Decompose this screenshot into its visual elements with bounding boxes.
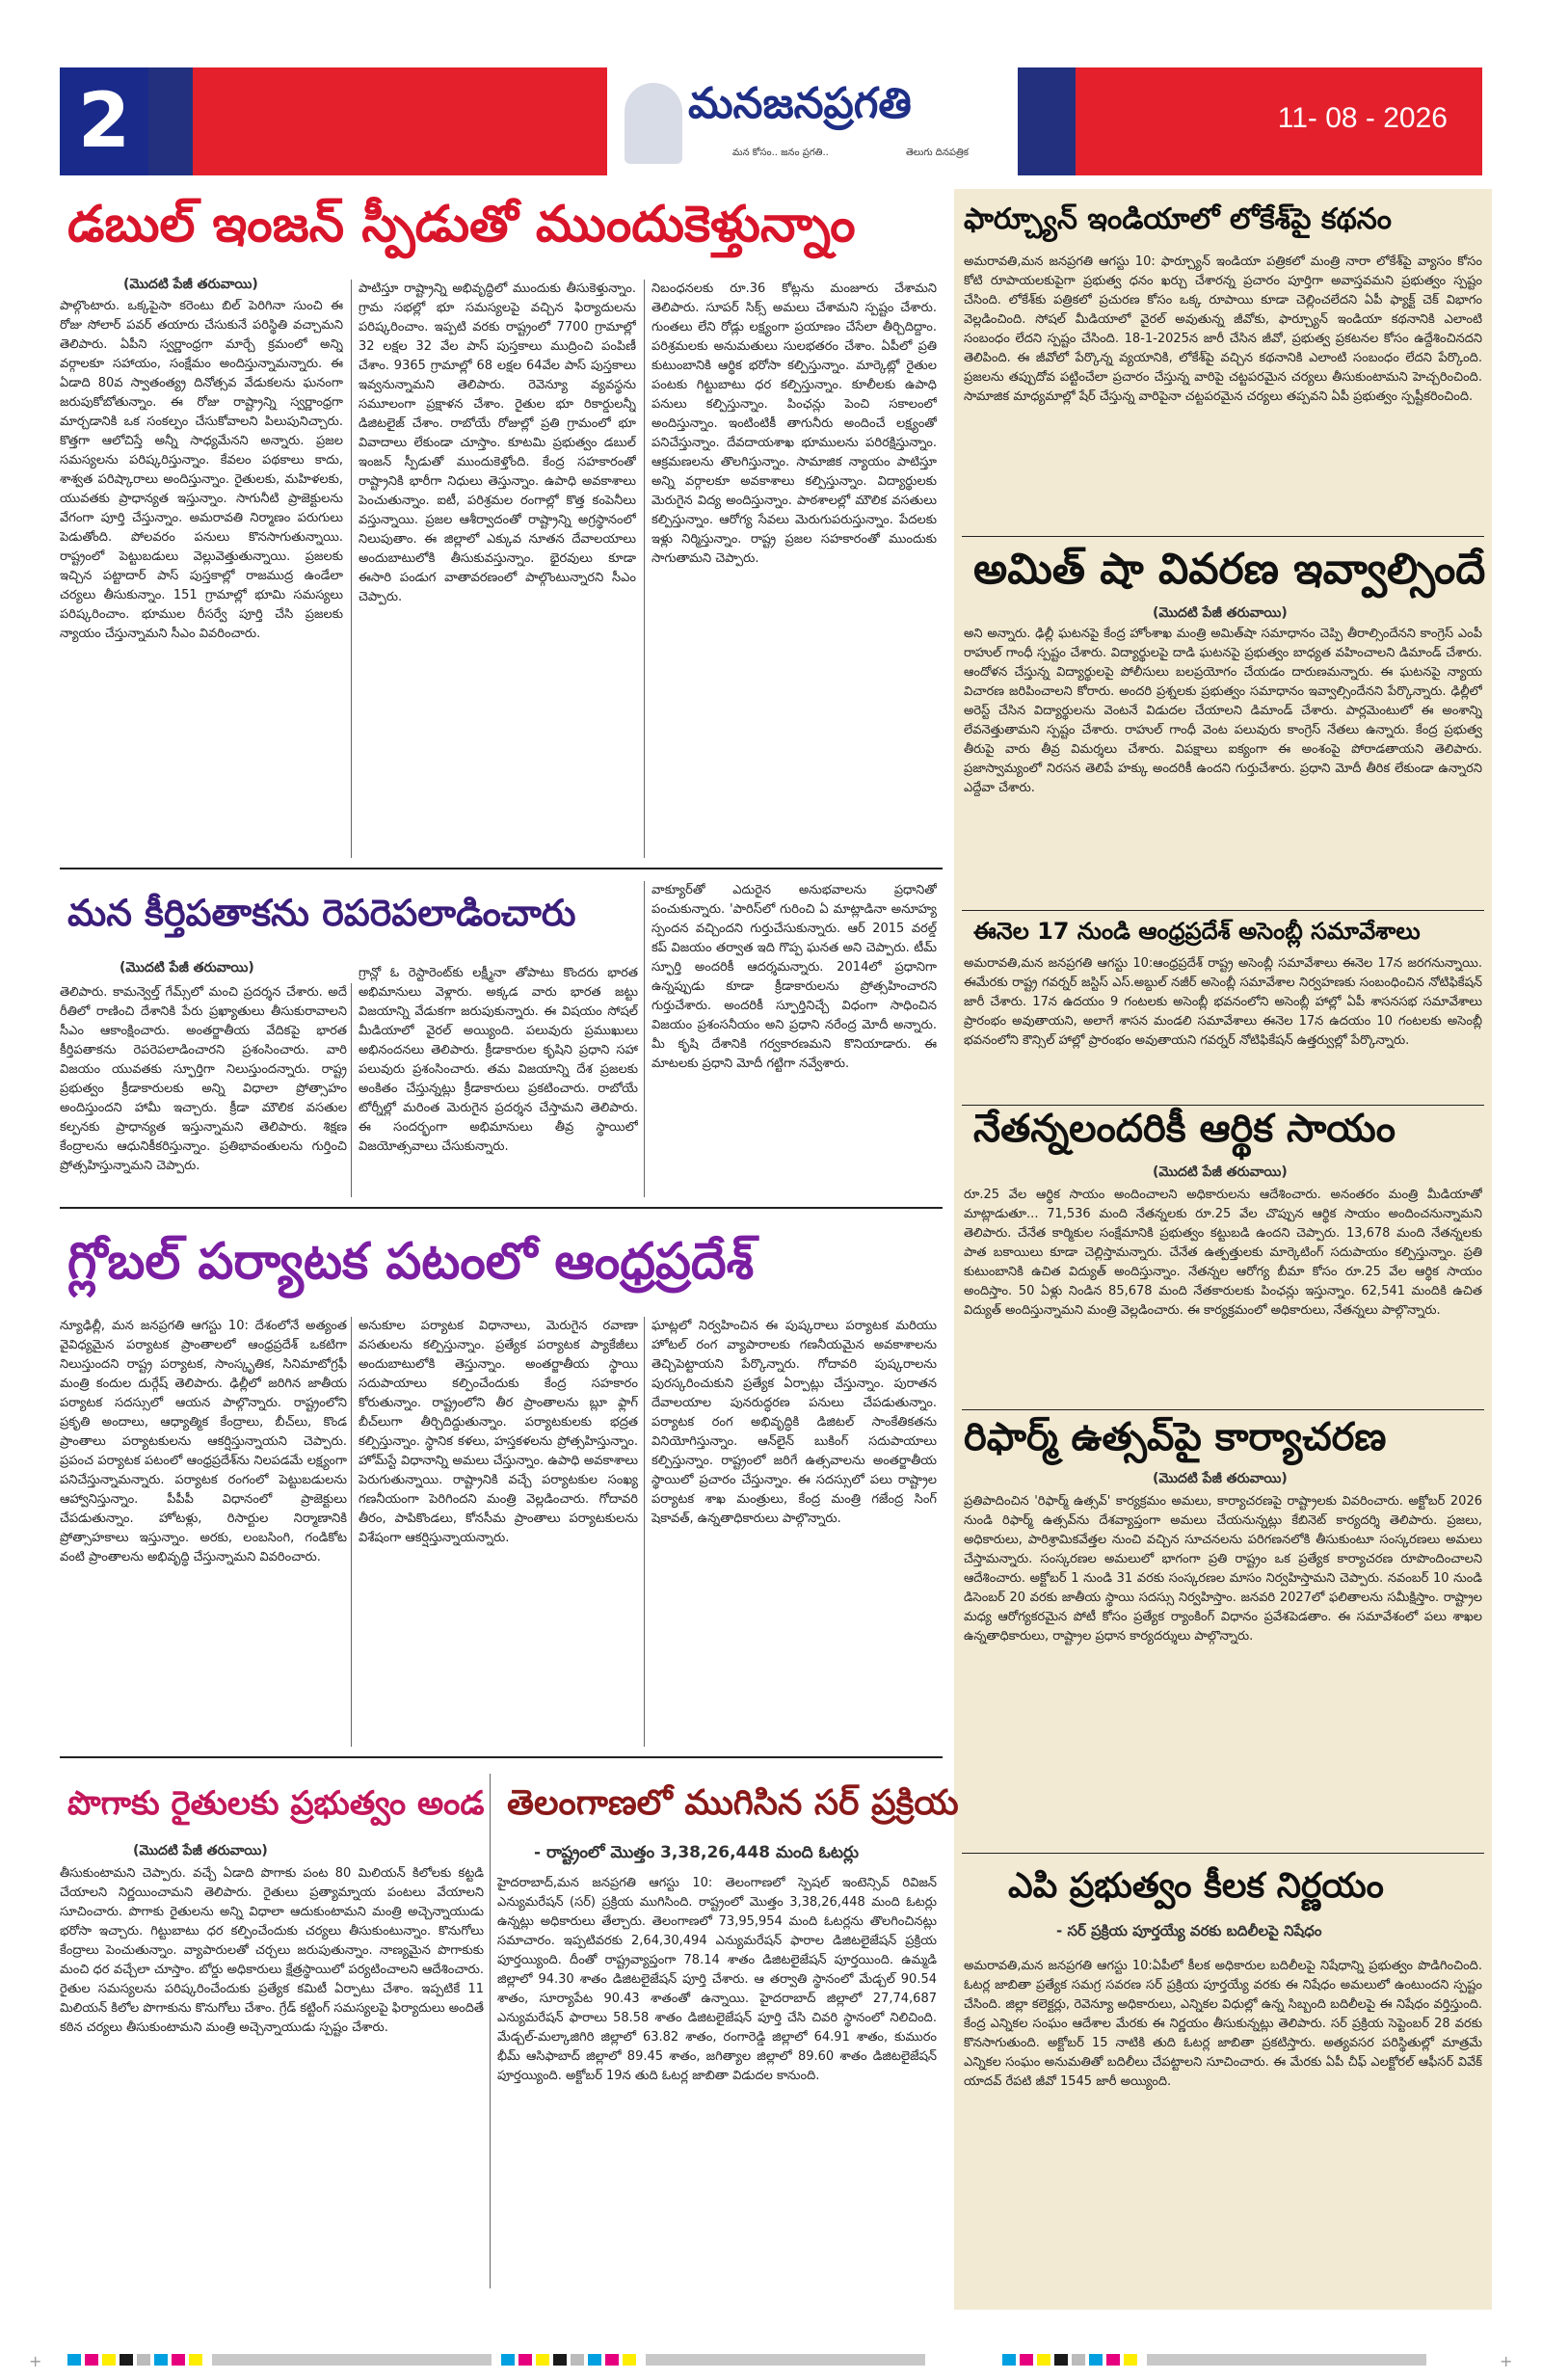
gray-bar	[646, 2354, 925, 2366]
column-divider	[490, 1774, 491, 2288]
column-divider	[644, 1317, 645, 1747]
print-color-bar	[0, 2348, 1542, 2369]
column-divider	[644, 280, 645, 858]
color-swatch	[1020, 2354, 1033, 2366]
color-swatch	[172, 2354, 185, 2366]
headline-pride: మన కీర్తిపతాకను రెపరెపలాడించారు	[67, 892, 576, 934]
column-divider	[351, 983, 352, 1197]
color-swatch	[623, 2354, 636, 2366]
section-rule	[60, 1207, 943, 1209]
article-body-weavers: రూ.25 వేల ఆర్థిక సాయం అందించాలని అధికారులను ఆదేశించారు. అనంతరం మంత్రి మీడియాతో మాట్లాడుతూ... 71,536 మంది నేతన్నలకు రూ.25 వేల చొప్పున ఆర్థిక సాయం అందించనున్నామని తెలిపారు. చేనేత కార్మికుల సంక్షేమానికి ప్రభుత్వం కట్టుబడి ఉందని చెప్పారు. 13,678 మంది నేతన్నలకు పాత బకాయిలు కూడా చెల్లిస్తామన్నారు. చేనేత ఉత్పత్తులకు మార్కెటింగ్ సదుపాయం కల్పిస్తున్నాం. ప్రతి కుటుంబానికి ఉచిత విద్యుత్ అందిస్తున్నాం. నేతన్నల ఆరోగ్య బీమా కోసం రూ.25 వేల ఆర్థిక సాయం అందిస్తాం. 50 ఏళ్లు నిండిన 85,678 మంది నేతకారులకు పింఛన్లు ఇస్తున్నాం. 62,541 మందికి ఉచిత విద్యుత్ అందిస్తున్నామని మంత్రి వెల్లడించారు. ఈ కార్యక్రమంలో అధికారులు, నేతన్నలు పాల్గొన్నారు.	[964, 1188, 1482, 1318]
color-swatch	[137, 2354, 150, 2366]
section-rule	[60, 1756, 943, 1758]
article-body-ap-decision: అమరావతి,మన జనప్రగతి ఆగస్టు 10:ఏపీలో కీలక అధికారుల బదిలీలపై నిషేధాన్ని ప్రభుత్వం పొడిగించింది. ఓటర్ల జాబితా ప్రత్యేక సమగ్ర సవరణ సర్ ప్రక్రియ పూర్తయ్యే వరకు ఈ నిషేధం అమలులో ఉంటుందని స్పష్టం చేసింది. జిల్లా కలెక్టర్లు, రెవెన్యూ అధికారులు, ఎన్నికల విధుల్లో ఉన్న సిబ్బంది బదిలీలపై ఈ నిషేధం వర్తిస్తుంది. కేంద్ర ఎన్నికల సంఘం ఆదేశాల మేరకు ఈ నిర్ణయం తీసుకున్నట్లు తెలిపారు. సర్ ప్రక్రియ సెప్టెంబర్ 28 వరకు కొనసాగుతుంది. అక్టోబర్ 15 నాటికి తుది ఓటర్ల జాబితా ప్రకటిస్తారు. అత్యవసర పరిస్థితుల్లో మాత్రమే ఎన్నికల సంఘం అనుమతితో బదిలీలు చేపట్టాలని సూచించారు. ఈ మేరకు ఏపీ చీఫ్ ఎలక్టోరల్ ఆఫీసర్ వివేక్ యాదవ్ రేపటి జీవో 1545 జారీ అయ్యింది.	[964, 1959, 1482, 2089]
crop-mark-icon: +	[1500, 2352, 1513, 2370]
article-body-tourism-col1: న్యూఢిల్లీ, మన జనప్రగతి ఆగస్టు 10: దేశంలోనే అత్యంత వైవిధ్యమైన పర్యాటక ప్రాంతాలలో ఆంధ్రప్రదేశ్ ఒకటిగా నిలుస్తుందని రాష్ట్ర పర్యాటక, సాంస్కృతిక, సినిమాటోగ్రఫీ మంత్రి కందుల దుర్గేష్ తెలిపారు. ఢిల్లీలో జరిగిన జాతీయ పర్యాటక సదస్సులో ఆయన పాల్గొన్నారు. రాష్ట్రంలోని ప్రకృతి అందాలు, ఆధ్యాత్మిక కేంద్రాలు, బీచ్‌లు, కొండ ప్రాంతాలు పర్యాటకులను ఆకర్షిస్తున్నాయని చెప్పారు. ప్రపంచ పర్యాటక పటంలో ఆంధ్రప్రదేశ్‌ను నిలపడమే లక్ష్యంగా పనిచేస్తున్నామన్నారు. పర్యాటక రంగంలో పెట్టుబడులను ఆహ్వానిస్తున్నాం. పీపీపీ విధానంలో ప్రాజెక్టులు చేపడుతున్నాం. హోటళ్లు, రిసార్టుల నిర్మాణానికి ప్రోత్సాహకాలు ఇస్తున్నాం. అరకు, లంబసింగి, గండికోట వంటి ప్రాంతాలను అభివృద్ధి చేస్తున్నామని వివరించారు.	[60, 1319, 347, 1564]
gray-bar	[212, 2354, 492, 2366]
headline-amit-shah: అమిత్ షా వివరణ ఇవ్వాల్సిందే	[973, 545, 1486, 594]
article-body-double-engine-col3: నిబంధనలకు రూ.36 కోట్లను మంజూరు చేశామని తెలిపారు. సూపర్ సిక్స్ అమలు చేశామని స్పష్టం చేశారు. గుంతలు లేని రోడ్లు లక్ష్యంగా ప్రయాణం చేసేలా తీర్చిదిద్దాం. పరిశ్రమలకు అనుమతులు సులభతరం చేశాం. ఏపీలో ప్రతి కుటుంబానికి ఆర్థిక భరోసా కల్పిస్తున్నాం. మార్కెట్లో రైతుల పంటకు గిట్టుబాటు ధర కల్పిస్తున్నాం. కూలీలకు ఉపాధి పనులు కల్పిస్తున్నాం. పింఛన్లు పెంచి సకాలంలో అందిస్తున్నాం. ఇంటింటికీ తాగునీరు అందించే లక్ష్యంతో పనిచేస్తున్నాం. దేవదాయశాఖ భూములను పరిరక్షిస్తున్నాం. ఆక్రమణలను తొలగిస్తున్నాం. సామాజిక న్యాయం పాటిస్తూ అన్ని వర్గాలకూ అవకాశాలు కల్పిస్తున్నాం. విద్యార్థులకు మెరుగైన విద్య అందిస్తున్నాం. పాఠశాలల్లో మౌలిక వసతులు కల్పిస్తున్నాం. ఆరోగ్య సేవలు మెరుగుపరుస్తున్నాం. పేదలకు ఇళ్లు నిర్మిస్తున్నాం. రాష్ట్ర ప్రజల సహకారంతో ముందుకు సాగుతామని చెప్పారు.	[651, 281, 937, 566]
logo-tagline-right: తెలుగు దినపత్రిక	[906, 147, 970, 158]
headline-tourism: గ్లోబల్ పర్యాటక పటంలో ఆంధ్రప్రదేశ్	[67, 1233, 755, 1291]
article-body-reforms: ప్రతిపాదించిన 'రిఫార్మ్ ఉత్సవ్' కార్యక్రమం అమలు, కార్యాచరణపై రాష్ట్రాలకు వివరించారు. అక్టోబర్ 2026 నుండి రిఫార్మ్ ఉత్సవ్‌ను దేశవ్యాప్తంగా అమలు చేయనున్నట్లు కేబినెట్ కార్యదర్శి తెలిపారు. ప్రజలు, అధికారులు, పారిశ్రామికవేత్తల నుంచి వచ్చిన సూచనలను పరిగణనలోకి తీసుకుంటూ సంస్కరణలు అమలు చేస్తామన్నారు. సంస్కరణల అమలులో భాగంగా ప్రతి రాష్ట్రం ఒక ప్రత్యేక కార్యాచరణ రూపొందించాలని ఆదేశించారు. అక్టోబర్ 1 నుండి 31 వరకు సంస్కరణల మాసం నిర్వహిస్తామని చెప్పారు. నవంబర్ 10 నుండి డిసెంబర్ 20 వరకు జాతీయ స్థాయి సదస్సు నిర్వహిస్తాం. జనవరి 2027లో ఫలితాలను సమీక్షిస్తాం. రాష్ట్రాల మధ్య ఆరోగ్యకరమైన పోటీ కోసం ప్రత్యేక ర్యాంకింగ్ విధానం ప్రవేశపెడతాం. ఈ సమావేశంలో పలు శాఖల ఉన్నతాధికారులు, రాష్ట్రాల ప్రధాన కార్యదర్శులు పాల్గొన్నారు.	[964, 1494, 1482, 1644]
headline-double-engine: డబుల్ ఇంజన్ స్పీడుతో ముందుకెళ్తున్నాం	[67, 196, 856, 254]
subhead-telangana-sir: - రాష్ట్రంలో మొత్తం 3,38,26,448 మంది ఓటర్లు	[534, 1843, 860, 1862]
section-rule	[962, 536, 1484, 537]
headline-reforms: రిఫార్మ్ ఉత్సవ్‌పై కార్యాచరణ	[964, 1415, 1387, 1459]
column-divider	[351, 280, 352, 858]
color-swatch	[588, 2354, 601, 2366]
logo-title: మనజనప్రగతి	[688, 79, 912, 128]
color-swatch	[1072, 2354, 1085, 2366]
headline-weavers: నేతన్నలందరికీ ఆర్థిక సాయం	[973, 1107, 1396, 1151]
article-body-double-engine-col2: పాటిస్తూ రాష్ట్రాన్ని అభివృద్ధిలో ముందుకు తీసుకెళ్తున్నాం. గ్రామ సభల్లో భూ సమస్యలపై వచ్చిన ఫిర్యాదులను పరిష్కరించాం. ఇప్పటి వరకు రాష్ట్రంలో 7700 గ్రామాల్లో 32 లక్షల 32 వేల పాస్ పుస్తకాలు ముద్రించి పంపిణీ చేశాం. 9365 గ్రామాల్లో 68 లక్షల 64వేల పాస్ పుస్తకాలు ఇవ్వనున్నామని తెలిపారు. రెవెన్యూ వ్యవస్థను సమూలంగా ప్రక్షాళన చేశాం. రైతుల భూ రికార్డులన్నీ డిజిటలైజ్ చేశాం. రాబోయే రోజుల్లో ప్రతి గ్రామంలో భూ వివాదాలు లేకుండా చూస్తాం. కూటమి ప్రభుత్వం డబుల్ ఇంజన్ స్పీడుతో ముందుకెళ్తోంది. కేంద్ర సహకారంతో రాష్ట్రానికి భారీగా నిధులు తెస్తున్నాం. ఉపాధి అవకాశాలు పెంచుతున్నాం. ఐటీ, పరిశ్రమల రంగాల్లో కొత్త కంపెనీలు వస్తున్నాయి. ప్రజల ఆశీర్వాదంతో రాష్ట్రాన్ని అగ్రస్థానంలో నిలుపుతాం. ఈ జిల్లాలో ఎక్కువ నూతన దేవాలయాలు అందుబాటులోకి తీసుకువస్తున్నాం. భైరవులు కూడా ఈసారి పండుగ వాతావరణంలో పాల్గొంటున్నారని సీఎం చెప్పారు.	[359, 281, 636, 604]
color-swatch	[571, 2354, 584, 2366]
color-swatch	[518, 2354, 532, 2366]
article-body-pride-col3: వాక్యూర్‌తో ఎదురైన అనుభవాలను ప్రధానితో పంచుకున్నారు. 'పారిస్‌లో గురించి ఏ మాట్లాడినా అనూహ్య స్పందన వచ్చిందని గుర్తుచేసుకున్నారు. ఆర్ 2015 వరల్డ్ కప్ విజయం తర్వాత ఇది గొప్ప ఘనత అని చెప్పారు. టీమ్ స్ఫూర్తి అందరికీ ఆదర్శమన్నారు. 2014లో ప్రధానిగా ఉన్నప్పుడు కూడా క్రీడాకారులను ప్రోత్సహించారని గుర్తుచేశారు. అందరికీ స్ఫూర్తినిచ్చే విధంగా సాధించిన విజయం ప్రశంసనీయం అని ప్రధాని నరేంద్ర మోదీ అన్నారు. మీ కృషి దేశానికి గర్వకారణమని కొనియాడారు. ఈ మాటలకు ప్రధాని మోదీ గట్టిగా నవ్వేశారు.	[651, 883, 937, 1071]
section-rule	[60, 868, 943, 869]
masthead-blue-stripe-right	[1018, 67, 1076, 175]
section-rule	[962, 1105, 1484, 1106]
color-swatch	[1106, 2354, 1120, 2366]
crop-mark-icon: +	[29, 2352, 42, 2370]
color-swatch	[1124, 2354, 1137, 2366]
issue-date: 11- 08 - 2026	[1277, 102, 1448, 134]
headline-tobacco: పొగాకు రైతులకు ప్రభుత్వం అండ	[67, 1784, 485, 1823]
color-swatch	[1037, 2354, 1050, 2366]
section-rule	[962, 1409, 1484, 1410]
article-body-pride-col2: గ్రాన్లో ఓ రెస్టారెంట్‌కు లక్ష్మీనా తోపాటు కొందరు భారత అభిమానులు వెళ్లారు. అక్కడ వారు భారత జట్టు విజయాన్ని వేడుకగా జరుపుకున్నారు. ఈ విషయం సోషల్ మీడియాలో వైరల్ అయ్యింది. పలువురు ప్రముఖులు అభినందనలు తెలిపారు. క్రీడాకారుల కృషిని ప్రధాని సహా పలువురు ప్రశంసించారు. తమ విజయాన్ని దేశ ప్రజలకు అంకితం చేస్తున్నట్లు క్రీడాకారులు ప్రకటించారు. రాబోయే టోర్నీల్లో మరింత మెరుగైన ప్రదర్శన చేస్తామని తెలిపారు. ఈ సందర్భంగా అభిమానులు తీవ్ర స్థాయిలో విజయోత్సవాలు చేసుకున్నారు.	[359, 966, 638, 1154]
article-body-assembly: అమరావతి,మన జనప్రగతి ఆగస్టు 10:ఆంధ్రప్రదేశ్ రాష్ట్ర అసెంబ్లీ సమావేశాలు ఈనెల 17న జరగనున్నాయి. ఈమేరకు రాష్ట్ర గవర్నర్ జస్టిస్ ఎస్.అబ్దుల్ నజీర్ అసెంబ్లీ సమావేశాల నిర్వహణకు సంబంధించిన నోటిఫికేషన్ జారీ చేశారు. 17న ఉదయం 9 గంటలకు అసెంబ్లీ భవనంలోని అసెంబ్లీ హాల్లో ఏపీ శాసనసభ సమావేశాలు ప్రారంభం అవుతాయని, అలాగే శాసన మండలి సమావేశాలు ఈనెల 17న ఉదయం 10 గంటలకు అసెంబ్లీ భవనంలోని కౌన్సిల్ హాల్లో ప్రారంభం అవుతాయని గవర్నర్ నోటిఫికేషన్ ఉత్తర్వుల్లో పేర్కొన్నారు.	[964, 956, 1482, 1048]
article-body-fortune: అమరావతి,మన జనప్రగతి ఆగస్టు 10: ఫార్చ్యూన్ ఇండియా పత్రికలో మంత్రి నారా లోకేశ్‌పై వ్యాసం కోసం కోటి రూపాయలకుపైగా ప్రభుత్వ ధనం ఖర్చు చేశారన్న ప్రచారం పూర్తిగా అవాస్తవమని ప్రభుత్వం స్పష్టం చేసింది. లోకేశ్‌కు పత్రికలో ప్రచురణ కోసం ఒక్క రూపాయి కూడా చెల్లించలేదని ఏపీ ఫ్యాక్ట్ చెక్ విభాగం వెల్లడించింది. సోషల్ మీడియాలో వైరల్ అవుతున్న జీవోకు, ఫార్చ్యూన్ ఇండియా కథనానికి ఎలాంటి సంబంధం లేదని స్పష్టం చేసింది. 18-1-2025న జారీ చేసిన జీవో, ప్రభుత్వ ప్రకటనల కోసం ఉద్దేశించినదని తెలిపింది. ఈ జీవోలో పేర్కొన్న వ్యయానికి, లోకేశ్‌పై వచ్చిన కథనానికి ఎలాంటి సంబంధం లేదని పేర్కొంది. ప్రజలను తప్పుదోవ పట్టించేలా ప్రచారం చేస్తున్న వారిపై చట్టపరమైన చర్యలు తీసుకుంటామని హెచ్చరించింది. సామాజిక మాధ్యమాల్లో షేర్ చేస్తున్న వారిపైనా చట్టపరమైన చర్యలు తప్పవని ఏపీ ప్రభుత్వం స్పష్టీకరించింది.	[964, 254, 1482, 404]
color-swatch	[1089, 2354, 1103, 2366]
color-swatch	[120, 2354, 133, 2366]
section-rule	[962, 910, 1484, 911]
kicker-double-engine: (మొదటి పేజీ తరువాయి)	[123, 277, 258, 292]
color-swatch	[501, 2354, 515, 2366]
article-body-amit-shah: అని అన్నారు. ఢిల్లీ ఘటనపై కేంద్ర హోంశాఖ మంత్రి అమిత్‌షా సమాధానం చెప్పి తీరాల్సిందేనని కాంగ్రెస్ ఎంపీ రాహుల్ గాంధీ స్పష్టం చేశారు. విద్యార్థులపై దాడి ఘటనపై ప్రభుత్వం బాధ్యత వహించాలని డిమాండ్ చేశారు. ఆందోళన చేస్తున్న విద్యార్థులపై పోలీసులు బలప్రయోగం చేయడం దారుణమన్నారు. ఈ ఘటనపై న్యాయ విచారణ జరిపించాలని కోరారు. అందరి ప్రశ్నలకు ప్రభుత్వం సమాధానం ఇవ్వాల్సిందేనని పేర్కొన్నారు. ఢిల్లీలో అరెస్ట్ చేసిన విద్యార్థులను వెంటనే విడుదల చేయాలని డిమాండ్ చేశారు. పార్లమెంటులో ఈ అంశాన్ని లేవనెత్తుతామని స్పష్టం చేశారు. రాహుల్ గాంధీ వెంట పలువురు కాంగ్రెస్ నేతలు ఉన్నారు. కేంద్ర ప్రభుత్వ తీరుపై వారు తీవ్ర విమర్శలు చేశారు. విపక్షాలు ఐక్యంగా ఈ అంశంపై పోరాడతాయని తెలిపారు. ప్రజాస్వామ్యంలో నిరసన తెలిపే హక్కు అందరికీ ఉందని గుర్తుచేశారు. ప్రధాని మోదీ తీరిక లేకుండా ఉన్నారని ఎద్దేవా చేశారు.	[964, 627, 1482, 795]
color-swatch	[67, 2354, 81, 2366]
kicker-weavers: (మొదటి పేజీ తరువాయి)	[1153, 1164, 1288, 1180]
section-rule	[962, 1853, 1484, 1854]
kicker-reforms: (మొదటి పేజీ తరువాయి)	[1153, 1471, 1288, 1486]
kicker-pride: (మొదటి పేజీ తరువాయి)	[120, 960, 254, 976]
gandhi-logo-icon	[625, 83, 682, 164]
subhead-ap-decision: - సర్ ప్రక్రియ పూర్తయ్యే వరకు బదిలీలపై నిషేధం	[1056, 1922, 1322, 1939]
column-divider	[644, 881, 645, 1197]
color-swatch	[189, 2354, 202, 2366]
masthead-blue-stripe	[145, 67, 193, 175]
masthead	[60, 67, 1482, 175]
article-body-telangana-sir: హైదరాబాద్,మన జనప్రగతి ఆగస్టు 10: తెలంగాణలో స్పెషల్ ఇంటెన్సివ్ రివిజన్ ఎన్యుమరేషన్ (సర్) ప్రక్రియ ముగిసింది. రాష్ట్రంలో మొత్తం 3,38,26,448 మంది ఓటర్లు ఉన్నట్లు అధికారులు తేల్చారు. తెలంగాణలో 73,95,954 మంది ఓటర్లను తొలగించినట్లు సమాచారం. ఇప్పటివరకు 2,64,30,494 ఎన్యుమరేషన్ ఫారాల డిజిటలైజేషన్ ప్రక్రియ పూర్తయ్యింది. దీంతో రాష్ట్రవ్యాప్తంగా 78.14 శాతం డిజిటలైజేషన్ పూర్తయింది. ఉమ్మడి జిల్లాలో 94.30 శాతం డిజిటలైజేషన్ పూర్తి చేశారు. ఆ తర్వాతి స్థానంలో మేడ్చల్ 90.54 శాతం, సూర్యాపేట 90.43 శాతంతో ఉన్నాయి. హైదరాబాద్ జిల్లాలో 27,74,687 ఎన్యుమరేషన్ ఫారాలు 58.58 శాతం డిజిటలైజేషన్ పూర్తి చేసి చివరి స్థానంలో నిలిచింది. మేడ్చల్-మల్కాజిగిరి జిల్లాలో 63.82 శాతం, రంగారెడ్డి జిల్లాలో 64.91 శాతం, కుమురం భీమ్ ఆసిఫాబాద్ జిల్లాలో 89.45 శాతం, జగిత్యాల జిల్లాలో 89.60 శాతం డిజిటలైజేషన్ పూర్తయ్యింది. అక్టోబర్ 19న తుది ఓటర్ల జాబితా విడుదల కానుంది.	[497, 1876, 937, 2083]
article-body-tourism-col3: ఘాట్లలో నిర్వహించిన ఈ పుష్కరాలు పర్యాటక మరియు హోటల్ రంగ వ్యాపారాలకు గణనీయమైన అవకాశాలను తెచ్చిపెట్టాయని పేర్కొన్నారు. గోదావరి పుష్కరాలను పురస్కరించుకుని ప్రత్యేక ఏర్పాట్లు చేస్తున్నాం. పురాతన దేవాలయాల పునరుద్ధరణ పనులు చేపడుతున్నాం. పర్యాటక రంగ అభివృద్ధికి డిజిటల్ సాంకేతికతను వినియోగిస్తున్నాం. ఆన్‌లైన్ బుకింగ్ సదుపాయాలు కల్పిస్తున్నాం. రాష్ట్రంలో జరిగే ఉత్సవాలను అంతర్జాతీయ స్థాయిలో ప్రచారం చేస్తున్నాం. ఈ సదస్సులో పలు రాష్ట్రాల పర్యాటక శాఖ మంత్రులు, కేంద్ర మంత్రి గజేంద్ర సింగ్ షెకావత్, ఉన్నతాధికారులు పాల్గొన్నారు.	[651, 1319, 937, 1526]
color-swatch	[85, 2354, 98, 2366]
logo-tagline: మన కోసం.. జనం ప్రగతి..	[732, 147, 829, 158]
article-body-tourism-col2: అనుకూల పర్యాటక విధానాలు, మెరుగైన రవాణా వసతులను కల్పిస్తున్నాం. ప్రత్యేక పర్యాటక ప్యాకేజీలు అందుబాటులోకి తెస్తున్నాం. అంతర్జాతీయ స్థాయి సదుపాయాలు కల్పించేందుకు కేంద్ర సహకారం కోరుతున్నాం. రాష్ట్రంలోని తీర ప్రాంతాలను బ్లూ ఫ్లాగ్ బీచ్‌లుగా తీర్చిదిద్దుతున్నాం. పర్యాటకులకు భద్రత కల్పిస్తున్నాం. స్థానిక కళలు, హస్తకళలను ప్రోత్సహిస్తున్నాం. హోమ్‌స్టే విధానాన్ని అమలు చేస్తున్నాం. ఉపాధి అవకాశాలు పెరుగుతున్నాయి. రాష్ట్రానికి వచ్చే పర్యాటకుల సంఖ్య గణనీయంగా పెరిగిందని మంత్రి వెల్లడించారు. గోదావరి తీరం, పాపికొండలు, కోనసీమ ప్రాంతాలు పర్యాటకులను విశేషంగా ఆకర్షిస్తున్నాయన్నారు.	[359, 1319, 638, 1545]
column-divider	[351, 1317, 352, 1747]
article-body-tobacco: తీసుకుంటామని చెప్పారు. వచ్చే ఏడాది పొగాకు పంట 80 మిలియన్ కిలోలకు కట్టడి చేయాలని నిర్ణయించామని తెలిపారు. రైతులు ప్రత్యామ్నాయ పంటలు వేయాలని సూచించారు. పొగాకు రైతులను అన్ని విధాలా ఆదుకుంటామని మంత్రి అచ్చెన్నాయుడు భరోసా ఇచ్చారు. గిట్టుబాటు ధర కల్పించేందుకు చర్యలు తీసుకుంటున్నాం. కొనుగోలు కేంద్రాలు పెంచుతున్నాం. వ్యాపారులతో చర్చలు జరుపుతున్నాం. నాణ్యమైన పొగాకుకు మంచి ధర వచ్చేలా చూస్తాం. బోర్డు అధికారులు క్షేత్రస్థాయిలో పర్యటించాలని ఆదేశించారు. రైతుల సమస్యలను పరిష్కరించేందుకు ప్రత్యేక కమిటీ ఏర్పాటు చేశాం. ఇప్పటికే 11 మిలియన్ కిలోల పొగాకును కొనుగోలు చేశాం. గ్రేడ్ కట్టింగ్ సమస్యలపై ఫిర్యాదులు అందితే కఠిన చర్యలు తీసుకుంటామని మంత్రి అచ్చెన్నాయుడు స్పష్టం చేశారు.	[60, 1866, 484, 2035]
color-swatch	[605, 2354, 619, 2366]
headline-assembly: ఈనెల 17 నుండి ఆంధ్రప్రదేశ్ అసెంబ్లీ సమావేశాలు	[973, 918, 1421, 945]
kicker-tobacco: (మొదటి పేజీ తరువాయి)	[133, 1843, 268, 1859]
masthead-red-band-left	[193, 67, 607, 175]
article-body-double-engine-col1: పాల్గొంటారు. ఒక్కపైసా కరెంటు బిల్ పెరిగినా సుంచి ఈ రోజు సోలార్ పవర్ తయారు చేసుకునే పరిస్థితి వచ్చామని తెలిపారు. ఏపీని స్వర్ణాంధ్రగా మార్చే క్రమంలో అన్ని వర్గాలకూ సహాయం, సంక్షేమం అందిస్తున్నామన్నారు. ఈ ఏడాది 80వ స్వాతంత్య్ర దినోత్సవ వేడుకలను ఘనంగా జరుపుకోబోతున్నాం. ఈ రోజు రాష్ట్రాన్ని స్వర్ణాంధ్రగా మార్చడానికి ఒక సంకల్పం చేసుకోవాలని పిలుపునిచ్చారు. కొత్తగా ఆలోచిస్తే అన్నీ సాధ్యమేనని అన్నారు. ప్రజల సమస్యలను పరిష్కరిస్తున్నాం. కేవలం పథకాలు కాదు, శాశ్వత పరిష్కారాలు అందిస్తున్నాం. రైతులకు, మహిళలకు, యువతకు ప్రాధాన్యత ఇస్తున్నాం. సాగునీటి ప్రాజెక్టులను వేగంగా పూర్తి చేస్తున్నాం. అమరావతి నిర్మాణం పరుగులు పెడుతోంది. పోలవరం పనులు కొనసాగుతున్నాయి. రాష్ట్రంలో పెట్టుబడులు వెల్లువెత్తుతున్నాయి. ప్రజలకు ఇచ్చిన పట్టాదార్ పాస్ పుస్తకాల్లో రాజముద్ర ఉండేలా చర్యలు తీసుకున్నాం. 151 గ్రామాల్లో భూమి సమస్యలు పరిష్కరించాం. భూముల రీసర్వే పూర్తి చేసి ప్రజలకు న్యాయం చేస్తున్నామని సీఎం వివరించారు.	[60, 299, 343, 641]
color-swatch	[553, 2354, 567, 2366]
headline-ap-decision: ఎపి ప్రభుత్వం కీలక నిర్ణయం	[1008, 1866, 1384, 1906]
color-swatch	[1054, 2354, 1068, 2366]
color-swatch	[102, 2354, 116, 2366]
kicker-amit-shah: (మొదటి పేజీ తరువాయి)	[1153, 605, 1288, 621]
article-body-pride-col1: తెలిపారు. కామన్వెల్త్ గేమ్స్‌లో మంచి ప్రదర్శన చేశారు. అదే రీతిలో రాణించి దేశానికి పేరు ప్రఖ్యాతులు తీసుకురావాలని సీఎం ఆకాంక్షించారు. అంతర్జాతీయ వేదికపై భారత కీర్తిపతాకను రెపరెపలాడించారని ప్రశంసించారు. వారి విజయం యువతకు స్ఫూర్తిగా నిలుస్తుందన్నారు. రాష్ట్ర ప్రభుత్వం క్రీడాకారులకు అన్ని విధాలా ప్రోత్సాహం అందిస్తుందని హామీ ఇచ్చారు. క్రీడా మౌలిక వసతుల కల్పనకు ప్రాధాన్యత ఇస్తున్నామని తెలిపారు. శిక్షణ కేంద్రాలను ఆధునికీకరిస్తున్నాం. ప్రతిభావంతులను గుర్తించి ప్రోత్సహిస్తున్నామని చెప్పారు.	[60, 985, 347, 1173]
color-swatch	[154, 2354, 168, 2366]
headline-fortune: ఫార్చ్యూన్ ఇండియాలో లోకేశ్‌పై కథనం	[964, 202, 1393, 236]
headline-telangana-sir: తెలంగాణలో ముగిసిన సర్ ప్రక్రియ	[507, 1783, 959, 1823]
gray-bar	[1147, 2354, 1426, 2366]
color-swatch	[536, 2354, 549, 2366]
newspaper-logo	[617, 75, 1008, 172]
color-swatch	[1002, 2354, 1016, 2366]
page-number: 2	[60, 67, 148, 175]
